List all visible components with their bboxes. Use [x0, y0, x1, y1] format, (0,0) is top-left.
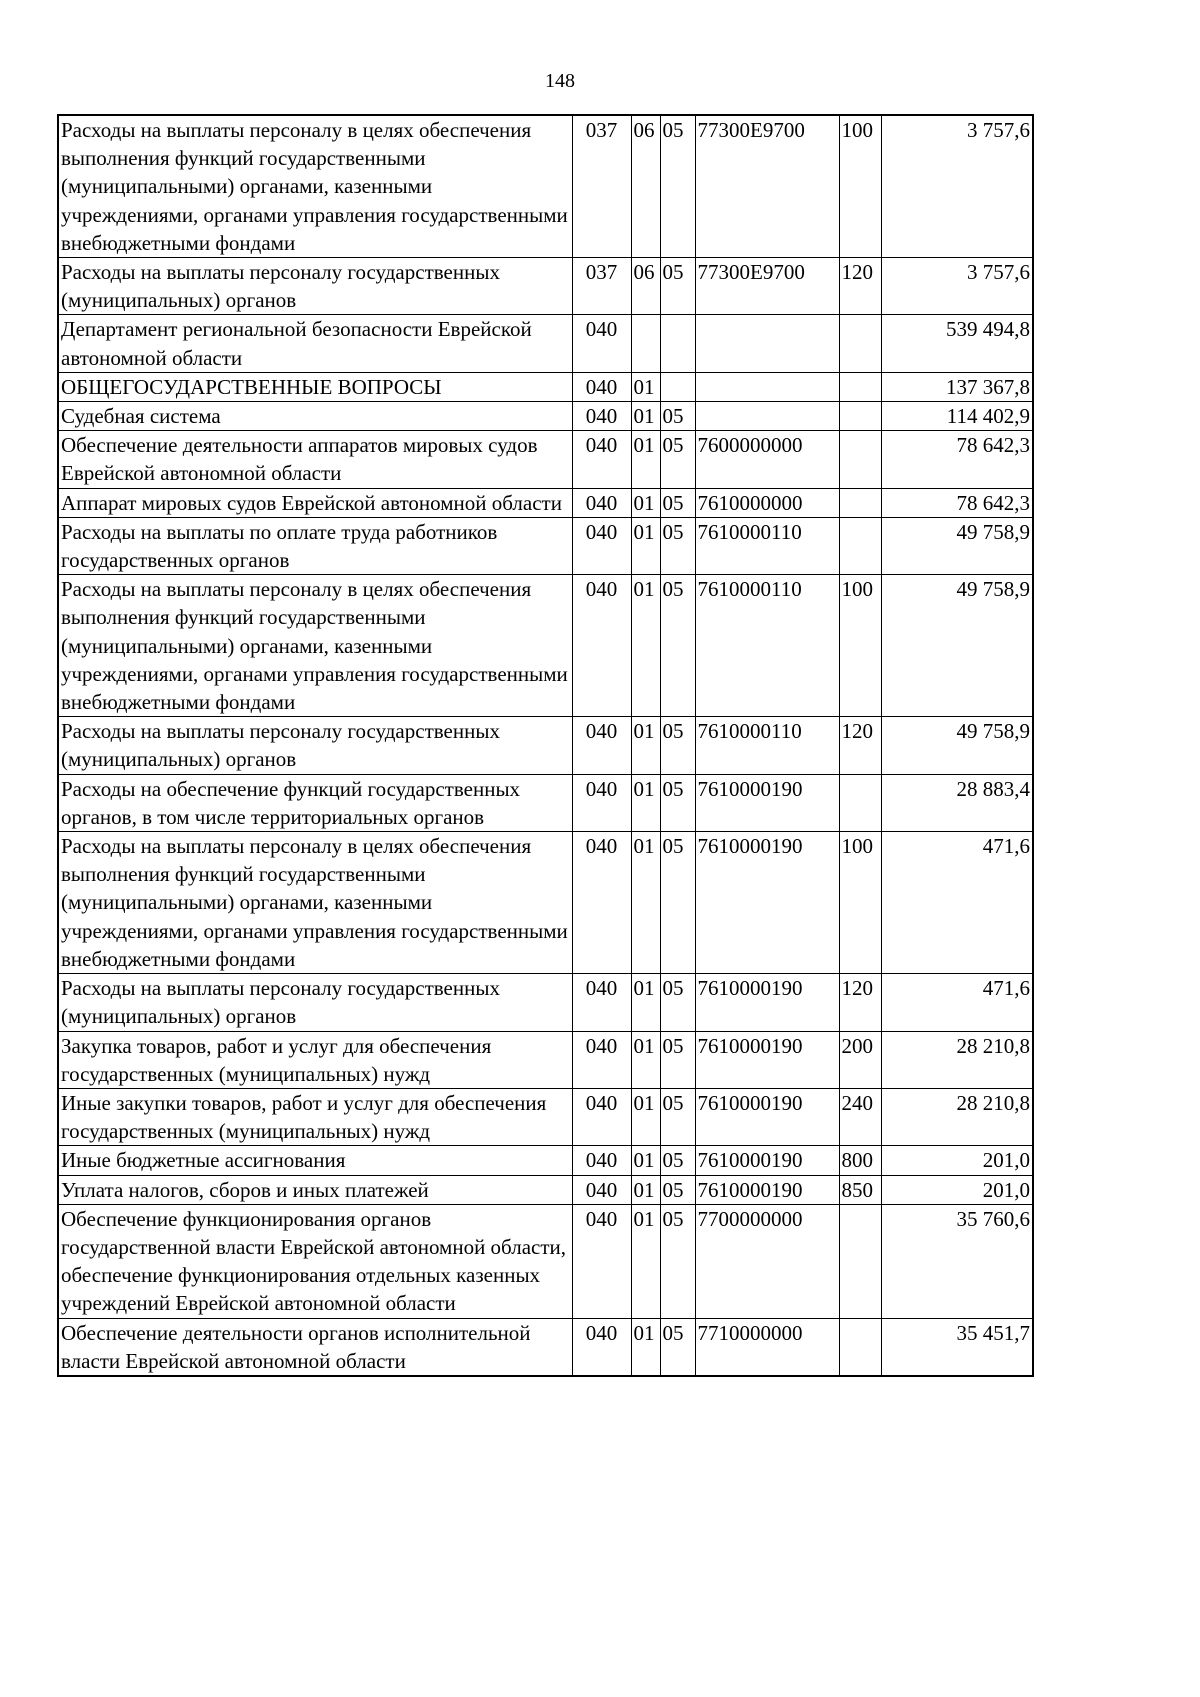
row-expense-type-code: [839, 402, 881, 431]
row-section-code: 01: [631, 832, 660, 974]
row-ved-code: 040: [572, 774, 631, 831]
row-expense-type-code: 800: [839, 1146, 881, 1175]
table-row: [58, 1088, 1033, 1145]
row-ved-code: 040: [572, 1146, 631, 1175]
row-target-article-code: 7700000000: [695, 1204, 839, 1318]
row-target-article-code: 77300E9700: [695, 115, 839, 258]
row-target-article-code: [695, 372, 839, 401]
table-row: [58, 488, 1033, 517]
row-subsection-code: 05: [660, 1204, 695, 1318]
row-subsection-code: 05: [660, 517, 695, 574]
table-row: [58, 575, 1033, 717]
row-subsection-code: 05: [660, 488, 695, 517]
row-expense-type-code: [839, 315, 881, 372]
row-amount: 49 758,9: [881, 575, 1033, 717]
row-name: Аппарат мировых судов Еврейской автономной области: [58, 488, 572, 517]
row-ved-code: 040: [572, 1204, 631, 1318]
table-row: [58, 1318, 1033, 1376]
row-expense-type-code: 100: [839, 832, 881, 974]
row-subsection-code: 05: [660, 115, 695, 258]
row-expense-type-code: 100: [839, 575, 881, 717]
row-target-article-code: [695, 402, 839, 431]
table-row: [58, 832, 1033, 974]
row-section-code: [631, 315, 660, 372]
row-subsection-code: 05: [660, 717, 695, 774]
row-name: Расходы на выплаты персоналу в целях обеспечения выполнения функций государственными (муниципальными) органами, казенными учреждениями, органами управления государственными внебюджетными фондами: [58, 832, 572, 974]
row-target-article-code: 7610000190: [695, 974, 839, 1031]
row-name: Расходы на обеспечение функций государственных органов, в том числе территориальных органов: [58, 774, 572, 831]
row-ved-code: 040: [572, 832, 631, 974]
row-name: Обеспечение функционирования органов государственной власти Еврейской автономной области, обеспечение функционирования отдельных казенных учреждений Еврейской автономной области: [58, 1204, 572, 1318]
row-target-article-code: [695, 315, 839, 372]
row-ved-code: 040: [572, 1318, 631, 1376]
row-amount: 28 210,8: [881, 1088, 1033, 1145]
table-row: [58, 372, 1033, 401]
row-amount: 539 494,8: [881, 315, 1033, 372]
row-section-code: 01: [631, 488, 660, 517]
row-ved-code: 040: [572, 315, 631, 372]
row-name: Департамент региональной безопасности Еврейской автономной области: [58, 315, 572, 372]
row-name: Расходы на выплаты по оплате труда работников государственных органов: [58, 517, 572, 574]
row-section-code: 01: [631, 1146, 660, 1175]
table-row: [58, 1146, 1033, 1175]
row-amount: 471,6: [881, 974, 1033, 1031]
row-subsection-code: 05: [660, 1088, 695, 1145]
row-name: Расходы на выплаты персоналу государственных (муниципальных) органов: [58, 717, 572, 774]
row-subsection-code: 05: [660, 832, 695, 974]
row-amount: 114 402,9: [881, 402, 1033, 431]
row-subsection-code: [660, 372, 695, 401]
row-target-article-code: 7610000110: [695, 717, 839, 774]
row-name: Иные закупки товаров, работ и услуг для обеспечения государственных (муниципальных) нужд: [58, 1088, 572, 1145]
row-section-code: 01: [631, 517, 660, 574]
row-subsection-code: 05: [660, 1318, 695, 1376]
row-ved-code: 040: [572, 431, 631, 488]
row-ved-code: 040: [572, 517, 631, 574]
row-name: Обеспечение деятельности органов исполнительной власти Еврейской автономной области: [58, 1318, 572, 1376]
row-ved-code: 037: [572, 258, 631, 315]
table-row: [58, 717, 1033, 774]
row-name: Обеспечение деятельности аппаратов мировых судов Еврейской автономной области: [58, 431, 572, 488]
table-row: [58, 431, 1033, 488]
row-target-article-code: 7610000190: [695, 1146, 839, 1175]
row-amount: 201,0: [881, 1146, 1033, 1175]
row-subsection-code: 05: [660, 402, 695, 431]
table-row: [58, 258, 1033, 315]
row-amount: 35 760,6: [881, 1204, 1033, 1318]
row-amount: 78 642,3: [881, 488, 1033, 517]
row-section-code: 01: [631, 974, 660, 1031]
row-section-code: 01: [631, 402, 660, 431]
row-ved-code: 040: [572, 488, 631, 517]
row-target-article-code: 7610000190: [695, 1031, 839, 1088]
row-section-code: 01: [631, 575, 660, 717]
row-subsection-code: 05: [660, 974, 695, 1031]
row-section-code: 01: [631, 1318, 660, 1376]
row-target-article-code: 7610000190: [695, 1088, 839, 1145]
table-row: [58, 1204, 1033, 1318]
row-expense-type-code: 120: [839, 974, 881, 1031]
row-target-article-code: 7610000190: [695, 1175, 839, 1204]
row-subsection-code: 05: [660, 1175, 695, 1204]
row-ved-code: 040: [572, 974, 631, 1031]
row-ved-code: 037: [572, 115, 631, 258]
row-name: Расходы на выплаты персоналу государственных (муниципальных) органов: [58, 974, 572, 1031]
row-expense-type-code: [839, 372, 881, 401]
row-ved-code: 040: [572, 717, 631, 774]
table-row: [58, 517, 1033, 574]
row-ved-code: 040: [572, 1175, 631, 1204]
row-expense-type-code: 850: [839, 1175, 881, 1204]
row-amount: 35 451,7: [881, 1318, 1033, 1376]
row-amount: 3 757,6: [881, 115, 1033, 258]
row-expense-type-code: 100: [839, 115, 881, 258]
row-ved-code: 040: [572, 372, 631, 401]
row-section-code: 01: [631, 431, 660, 488]
row-name: Закупка товаров, работ и услуг для обеспечения государственных (муниципальных) нужд: [58, 1031, 572, 1088]
row-target-article-code: 7600000000: [695, 431, 839, 488]
row-subsection-code: 05: [660, 258, 695, 315]
row-target-article-code: 7610000110: [695, 517, 839, 574]
table-row: [58, 315, 1033, 372]
row-amount: 49 758,9: [881, 517, 1033, 574]
row-ved-code: 040: [572, 1031, 631, 1088]
row-section-code: 01: [631, 717, 660, 774]
budget-table: [57, 114, 1034, 1377]
table-row: [58, 1175, 1033, 1204]
row-amount: 28 210,8: [881, 1031, 1033, 1088]
row-name: ОБЩЕГОСУДАРСТВЕННЫЕ ВОПРОСЫ: [58, 372, 572, 401]
row-section-code: 01: [631, 1088, 660, 1145]
row-expense-type-code: [839, 774, 881, 831]
row-amount: 137 367,8: [881, 372, 1033, 401]
row-expense-type-code: 120: [839, 717, 881, 774]
row-target-article-code: 7610000000: [695, 488, 839, 517]
row-name: Иные бюджетные ассигнования: [58, 1146, 572, 1175]
table-row: [58, 402, 1033, 431]
row-subsection-code: 05: [660, 575, 695, 717]
row-section-code: 06: [631, 115, 660, 258]
row-expense-type-code: [839, 488, 881, 517]
row-expense-type-code: [839, 431, 881, 488]
row-name: Уплата налогов, сборов и иных платежей: [58, 1175, 572, 1204]
table-row: [58, 1031, 1033, 1088]
row-subsection-code: 05: [660, 431, 695, 488]
row-name: Судебная система: [58, 402, 572, 431]
row-amount: 28 883,4: [881, 774, 1033, 831]
row-subsection-code: [660, 315, 695, 372]
row-target-article-code: 7710000000: [695, 1318, 839, 1376]
row-amount: 78 642,3: [881, 431, 1033, 488]
row-name: Расходы на выплаты персоналу государственных (муниципальных) органов: [58, 258, 572, 315]
row-expense-type-code: [839, 1204, 881, 1318]
row-target-article-code: 7610000110: [695, 575, 839, 717]
row-expense-type-code: 240: [839, 1088, 881, 1145]
row-name: Расходы на выплаты персоналу в целях обеспечения выполнения функций государственными (муниципальными) органами, казенными учреждениями, органами управления государственными внебюджетными фондами: [58, 575, 572, 717]
row-section-code: 01: [631, 1204, 660, 1318]
row-section-code: 06: [631, 258, 660, 315]
row-amount: 3 757,6: [881, 258, 1033, 315]
row-expense-type-code: 120: [839, 258, 881, 315]
row-target-article-code: 7610000190: [695, 832, 839, 974]
row-section-code: 01: [631, 1175, 660, 1204]
page-number: 148: [545, 70, 575, 92]
table-row: [58, 974, 1033, 1031]
row-subsection-code: 05: [660, 1146, 695, 1175]
row-ved-code: 040: [572, 402, 631, 431]
row-target-article-code: 7610000190: [695, 774, 839, 831]
row-section-code: 01: [631, 372, 660, 401]
row-amount: 49 758,9: [881, 717, 1033, 774]
row-section-code: 01: [631, 774, 660, 831]
table-row: [58, 774, 1033, 831]
row-name: Расходы на выплаты персоналу в целях обеспечения выполнения функций государственными (муниципальными) органами, казенными учреждениями, органами управления государственными внебюджетными фондами: [58, 115, 572, 258]
row-expense-type-code: 200: [839, 1031, 881, 1088]
row-target-article-code: 77300E9700: [695, 258, 839, 315]
row-subsection-code: 05: [660, 1031, 695, 1088]
row-amount: 471,6: [881, 832, 1033, 974]
row-ved-code: 040: [572, 575, 631, 717]
row-section-code: 01: [631, 1031, 660, 1088]
row-ved-code: 040: [572, 1088, 631, 1145]
table-row: [58, 115, 1033, 258]
row-expense-type-code: [839, 1318, 881, 1376]
row-amount: 201,0: [881, 1175, 1033, 1204]
row-subsection-code: 05: [660, 774, 695, 831]
row-expense-type-code: [839, 517, 881, 574]
